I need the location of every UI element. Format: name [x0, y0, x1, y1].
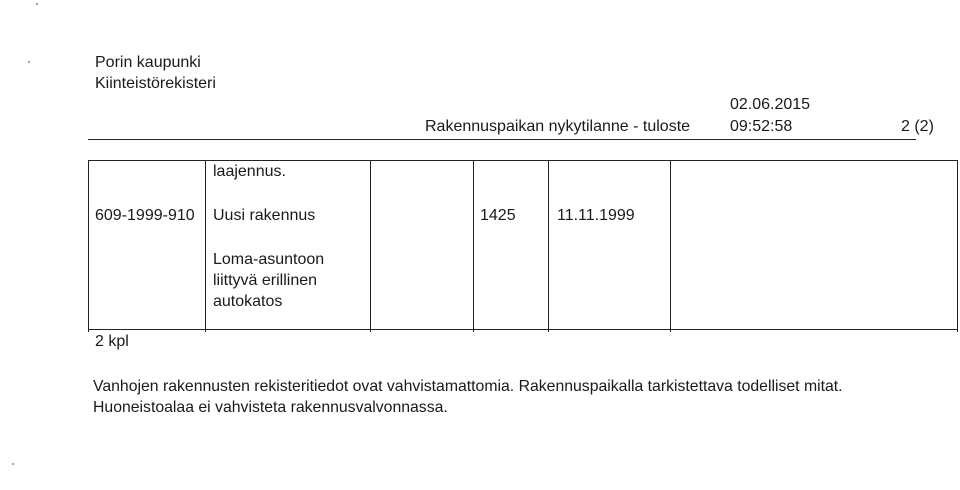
description-line: Loma-asuntoon	[213, 251, 325, 268]
note-line: Huoneistoalaa ei vahvisteta rakennusvalvonnassa.	[93, 399, 448, 416]
column-divider	[205, 160, 206, 332]
continuation-text: laajennus.	[213, 163, 286, 180]
building-type: Uusi rakennus	[213, 207, 316, 224]
column-divider	[88, 160, 89, 332]
report-time: 09:52:58	[730, 118, 793, 135]
header-rule	[88, 139, 916, 140]
building-id: 609-1999-910	[95, 207, 195, 224]
column-divider	[370, 160, 371, 332]
scan-speck	[36, 3, 38, 5]
column-divider	[670, 160, 671, 332]
building-number: 1425	[480, 207, 516, 224]
table-top-border	[88, 160, 958, 161]
description-line: autokatos	[213, 293, 283, 310]
scan-speck	[12, 463, 14, 465]
scan-speck	[28, 61, 30, 63]
table-bottom-border	[88, 329, 958, 330]
building-date: 11.11.1999	[557, 207, 635, 224]
organization-name: Porin kaupunki	[95, 54, 201, 71]
building-count: 2 kpl	[95, 333, 129, 350]
column-divider	[957, 160, 958, 332]
column-divider	[473, 160, 474, 332]
report-date: 02.06.2015	[730, 96, 811, 113]
department-name: Kiinteistörekisteri	[95, 75, 216, 92]
description-line: liittyvä erillinen	[213, 272, 318, 289]
column-divider	[548, 160, 549, 332]
note-line: Vanhojen rakennusten rekisteritiedot ovat vahvistamattomia. Rakennuspaikalla tarkistettava todelliset mitat.	[93, 378, 843, 395]
report-title: Rakennuspaikan nykytilanne - tuloste	[425, 118, 691, 135]
page-number: 2 (2)	[901, 118, 934, 135]
